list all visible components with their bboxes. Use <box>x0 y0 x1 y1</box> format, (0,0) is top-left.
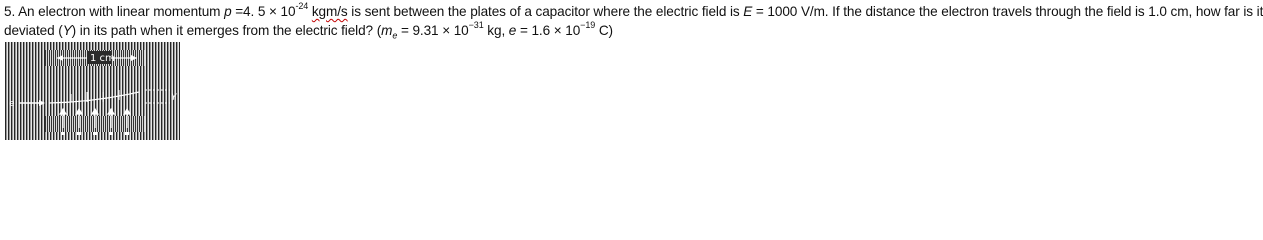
question-text-segment: is sent between the plates of a capacitor where the electric field is <box>347 4 744 19</box>
question-text-segment: C) <box>595 23 613 38</box>
question-line-2 <box>4 21 1194 40</box>
question-text-segment: kg, <box>483 23 509 38</box>
electron-mass-exponent: −31 <box>468 20 484 31</box>
momentum-exponent: -24 <box>295 1 309 12</box>
question-text-segment: deviated ( <box>4 23 63 38</box>
question-text-segment: = 1000 V/m. If the distance the electron travels through the field is 1.0 cm, how far is it <box>752 4 1263 19</box>
momentum-unit: kgm/s <box>311 4 348 19</box>
electron-label: e <box>9 99 15 109</box>
question-number: 5. <box>4 4 16 19</box>
deviation-symbol: Y <box>62 23 72 38</box>
charge-symbol: e <box>508 23 517 38</box>
distance-label: 1 cm <box>90 53 115 64</box>
capacitor-diagram <box>5 42 180 140</box>
momentum-value: =4. 5 × 10 <box>231 4 296 19</box>
capacitor-figure <box>5 42 180 140</box>
charge-exponent: −19 <box>580 20 596 31</box>
question-text <box>4 1 1263 41</box>
question-line-1 <box>4 1 1263 21</box>
field-symbol: E <box>743 4 753 19</box>
deviation-label: Y <box>171 93 177 103</box>
question-text-segment: An electron with linear momentum <box>18 4 225 19</box>
electron-mass-subscript: e <box>392 30 398 41</box>
charge-value: = 1.6 × 10 <box>516 23 581 38</box>
electron-mass-symbol: m <box>381 23 393 38</box>
electron-mass-value: = 9.31 × 10 <box>397 23 469 38</box>
question-text-segment: ) in its path when it emerges from the electric field? ( <box>71 23 382 38</box>
momentum-symbol: p <box>224 4 232 19</box>
